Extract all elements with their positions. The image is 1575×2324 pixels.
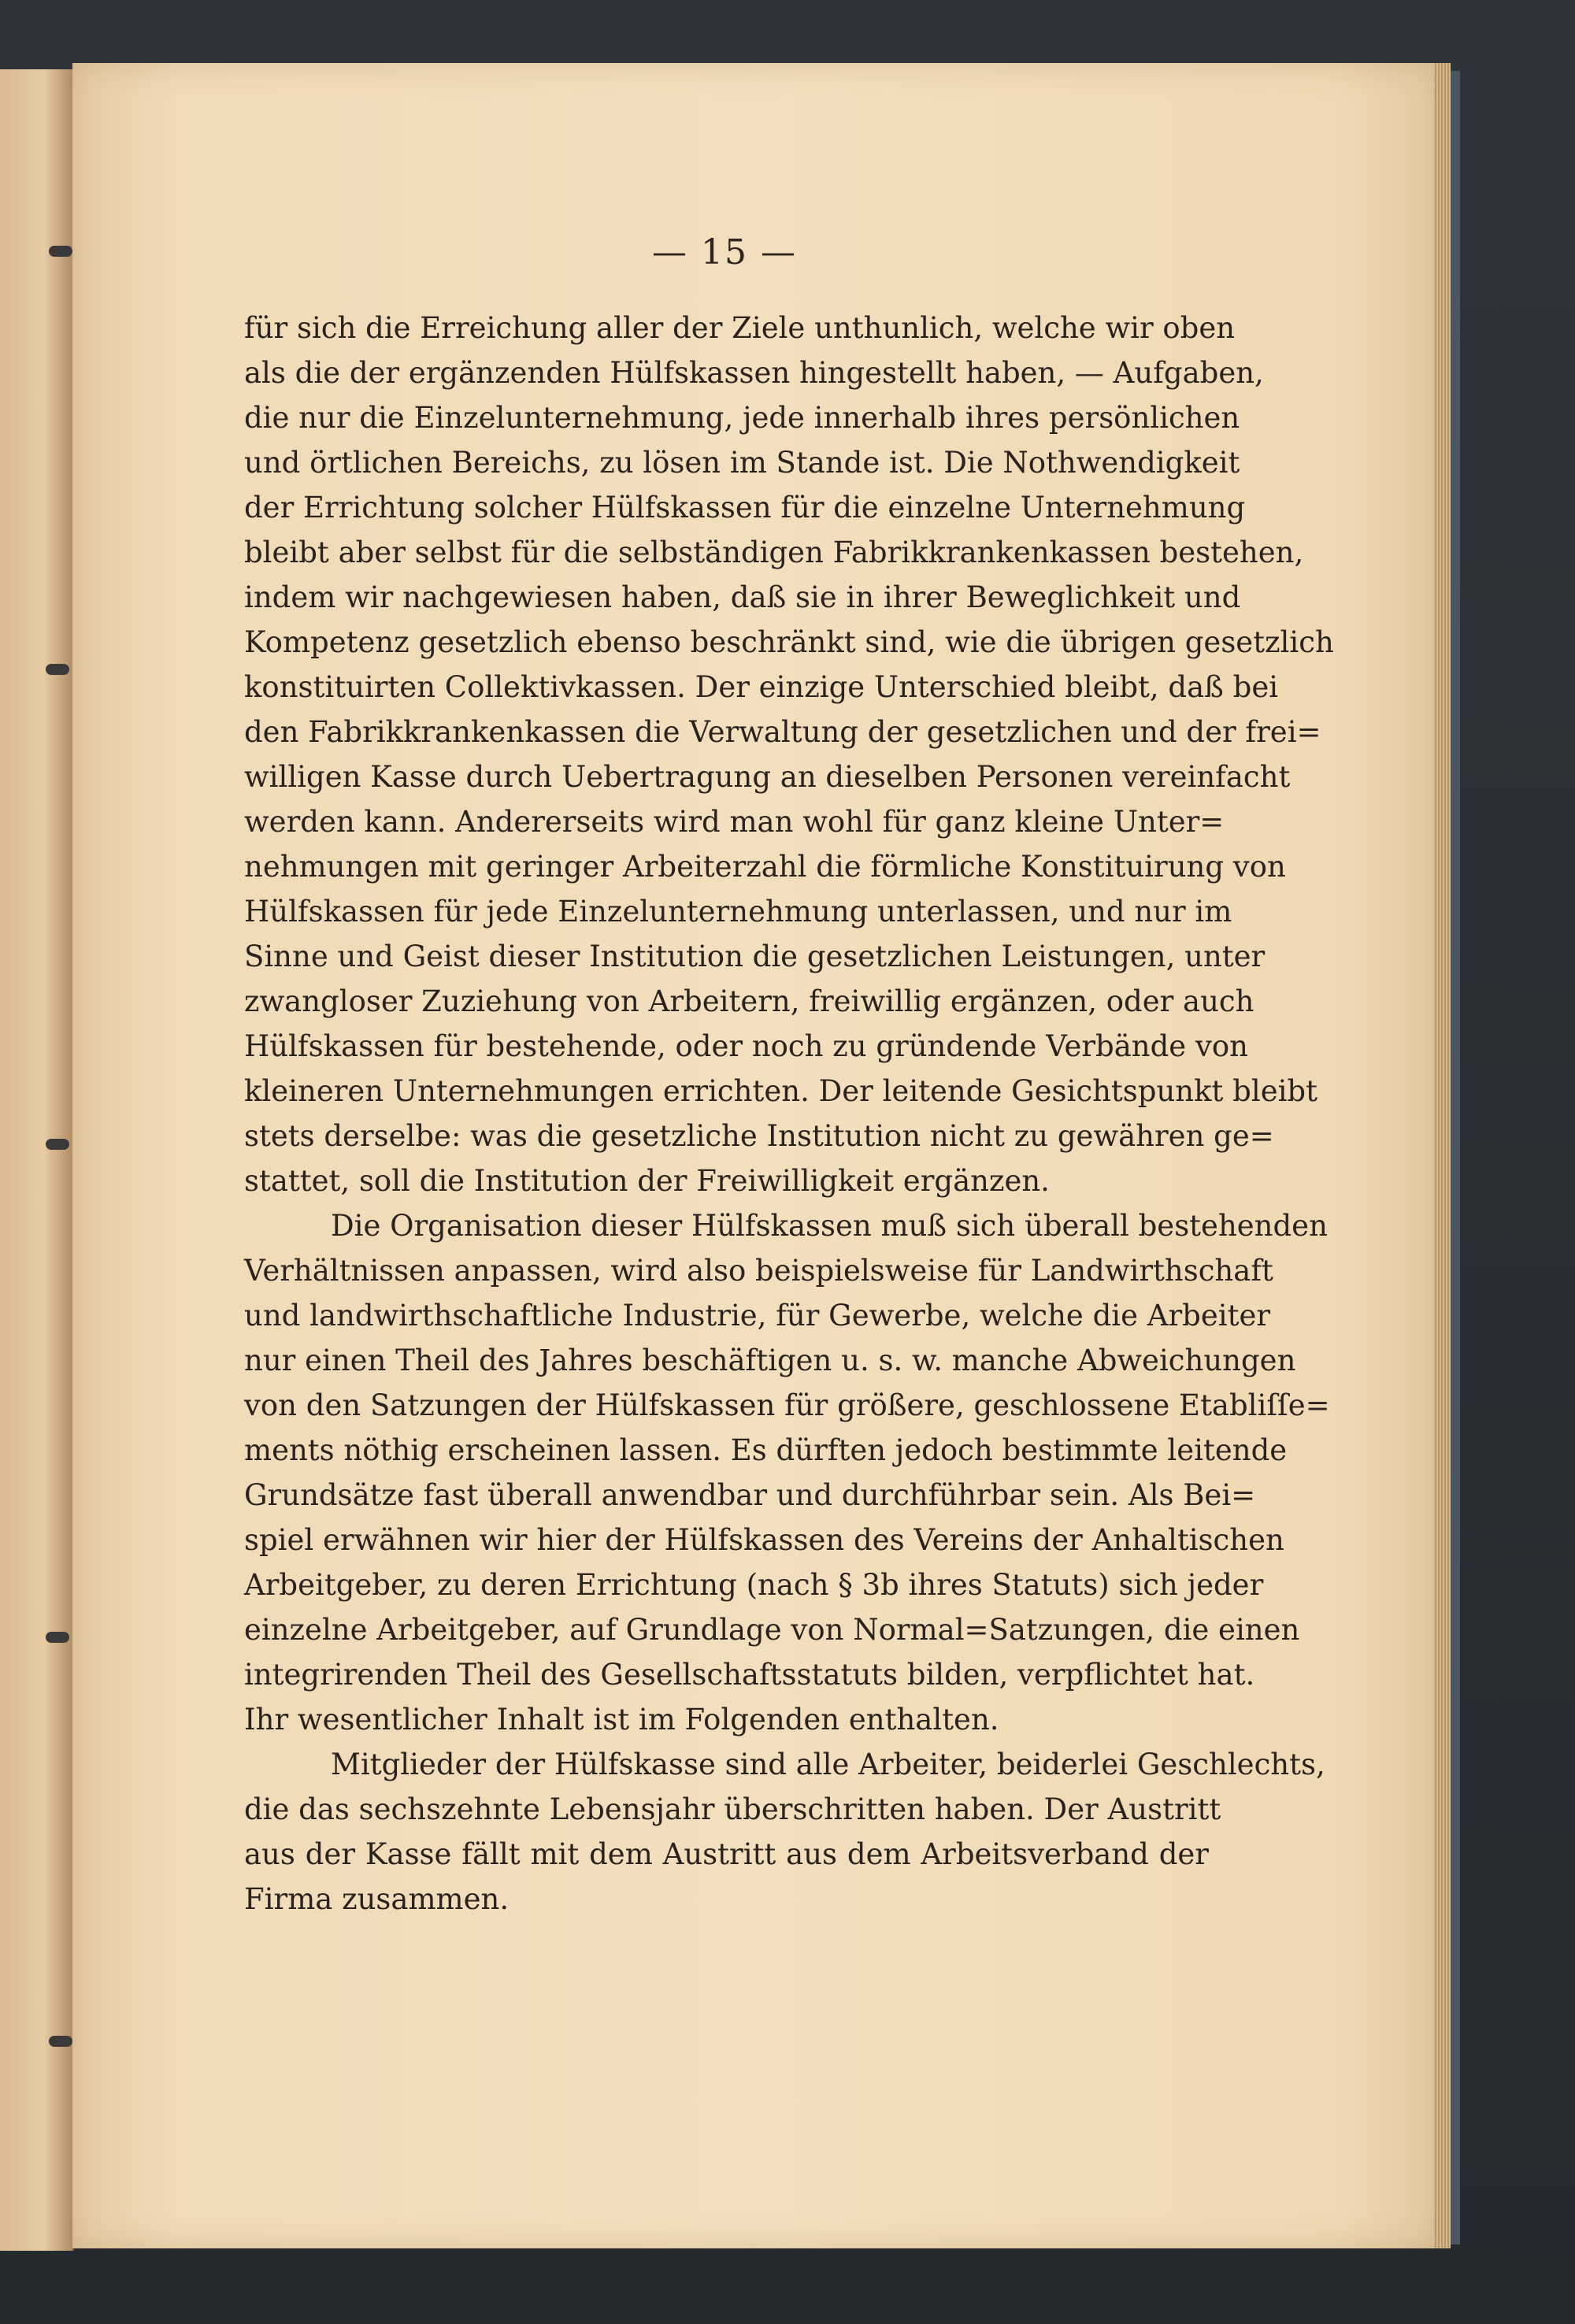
binding-thread-mark — [46, 1139, 69, 1150]
binding-thread-mark — [46, 664, 69, 675]
text-line: einzelne Arbeitgeber, auf Grundlage von Normal=Satzungen, die einen — [244, 1613, 1300, 1647]
text-line: der Errichtung solcher Hülfskassen für die einzelne Unternehmung — [244, 491, 1246, 524]
text-line: nehmungen mit geringer Arbeiterzahl die förmliche Konstituirung von — [244, 850, 1286, 884]
text-line: Arbeitgeber, zu deren Errichtung (nach § 3b ihres Statuts) sich jeder — [244, 1568, 1264, 1602]
text-line: Ihr wesentlicher Inhalt ist im Folgenden enthalten. — [244, 1703, 999, 1737]
text-line: Mitglieder der Hülfskasse sind alle Arbeiter, beiderlei Geschlechts, — [331, 1748, 1325, 1781]
text-line: als die der ergänzenden Hülfskassen hingestellt haben, — Aufgaben, — [244, 356, 1264, 390]
text-line: die das sechszehnte Lebensjahr überschritten haben. Der Austritt — [244, 1792, 1221, 1826]
text-line: konstituirten Collektivkassen. Der einzige Unterschied bleibt, daß bei — [244, 670, 1279, 704]
text-line: Die Organisation dieser Hülfskassen muß sich überall bestehenden — [331, 1209, 1328, 1243]
text-line: aus der Kasse fällt mit dem Austritt aus dem Arbeitsverband der — [244, 1837, 1209, 1871]
page-stack-edge — [1433, 63, 1451, 2248]
binding-thread-mark — [49, 2036, 72, 2047]
text-line: für sich die Erreichung aller der Ziele unthunlich, welche wir oben — [244, 311, 1236, 345]
book-cover-edge — [1451, 71, 1460, 2244]
left-page-edge — [0, 69, 74, 2251]
text-line: die nur die Einzelunternehmung, jede innerhalb ihres persönlichen — [244, 401, 1240, 435]
text-line: von den Satzungen der Hülfskassen für größere, geschlossene Etabliſſe= — [244, 1388, 1330, 1422]
text-line: ments nöthig erscheinen lassen. Es dürften jedoch bestimmte leitende — [244, 1433, 1288, 1467]
body-text — [244, 306, 1334, 1922]
text-line: integrirenden Theil des Gesellschaftsstatuts bilden, verpflichtet hat. — [244, 1658, 1255, 1692]
text-line: stattet, soll die Institution der Freiwilligkeit ergänzen. — [244, 1164, 1050, 1198]
text-line: werden kann. Andererseits wird man wohl für ganz kleine Unter= — [244, 805, 1225, 839]
text-line: spiel erwähnen wir hier der Hülfskassen des Vereins der Anhaltischen — [244, 1523, 1284, 1557]
text-line: Hülfskassen für jede Einzelunternehmung unterlassen, und nur im — [244, 895, 1232, 928]
text-line: kleineren Unternehmungen errichten. Der leitende Gesichtspunkt bleibt — [244, 1074, 1317, 1108]
page-number: — 15 — — [652, 232, 797, 272]
text-line: Kompetenz gesetzlich ebenso beschränkt sind, wie die übrigen gesetzlich — [244, 625, 1334, 659]
text-line: Hülfskassen für bestehende, oder noch zu gründende Verbände von — [244, 1029, 1248, 1063]
text-line: Grundsätze fast überall anwendbar und durchführbar sein. Als Bei= — [244, 1478, 1256, 1512]
text-line: Firma zusammen. — [244, 1882, 510, 1916]
text-line: den Fabrikkrankenkassen die Verwaltung der gesetzlichen und der frei= — [244, 715, 1321, 749]
text-line: Sinne und Geist dieser Institution die gesetzlichen Leistungen, unter — [244, 940, 1266, 973]
text-line: bleibt aber selbst für die selbständigen Fabrikkrankenkassen bestehen, — [244, 536, 1304, 569]
text-line: indem wir nachgewiesen haben, daß sie in ihrer Beweglichkeit und — [244, 580, 1241, 614]
text-line: zwangloser Zuziehung von Arbeitern, freiwillig ergänzen, oder auch — [244, 984, 1254, 1018]
text-line: nur einen Theil des Jahres beschäftigen u. s. w. manche Abweichungen — [244, 1344, 1296, 1377]
text-line: stets derselbe: was die gesetzliche Institution nicht zu gewähren ge= — [244, 1119, 1274, 1153]
text-line: und landwirthschaftliche Industrie, für Gewerbe, welche die Arbeiter — [244, 1299, 1271, 1333]
binding-thread-mark — [49, 246, 72, 257]
text-line: willigen Kasse durch Uebertragung an dieselben Personen vereinfacht — [244, 760, 1291, 794]
binding-thread-mark — [46, 1632, 69, 1643]
text-line: und örtlichen Bereichs, zu lösen im Stande ist. Die Nothwendigkeit — [244, 446, 1240, 480]
text-line: Verhältnissen anpassen, wird also beispielsweise für Landwirthschaft — [244, 1254, 1273, 1288]
